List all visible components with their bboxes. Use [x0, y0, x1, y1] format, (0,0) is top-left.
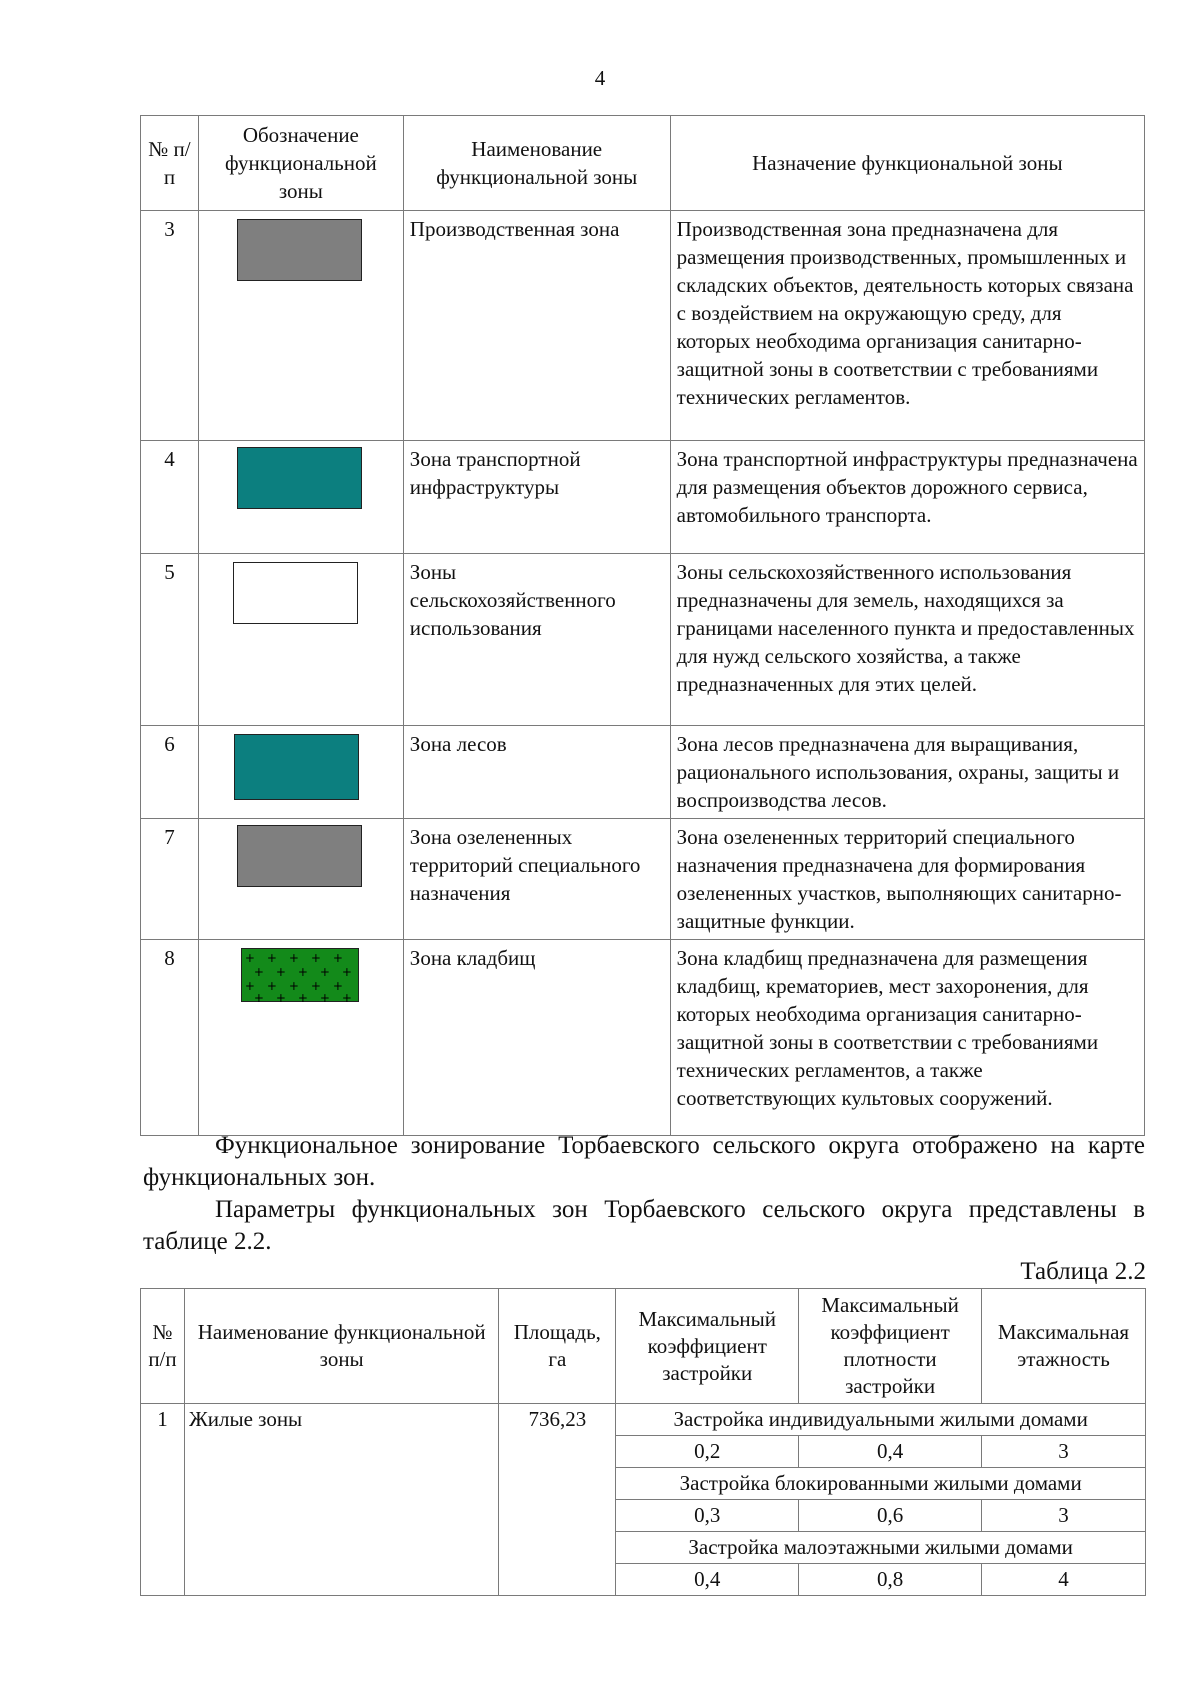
table-row — [141, 726, 1145, 819]
cross-mark-icon: + — [253, 991, 264, 1005]
cross-mark-icon: + — [319, 991, 330, 1005]
table-row — [141, 819, 1145, 940]
cross-mark-icon: + — [310, 979, 321, 993]
cross-mark-icon: + — [253, 965, 264, 979]
coverage-value: 0,4 — [616, 1564, 799, 1596]
cross-mark-icon: + — [244, 979, 255, 993]
header-name: Наименование функциональной зоны — [184, 1289, 498, 1404]
forest-zone-swatch — [234, 734, 359, 800]
cross-mark-icon: + — [266, 951, 277, 965]
production-zone-swatch — [237, 219, 362, 281]
header-num: № п/п — [141, 116, 199, 211]
cross-mark-icon: + — [332, 979, 343, 993]
table-header-row — [141, 1289, 1146, 1404]
header-designation: Обозначение функциональной зоны — [198, 116, 403, 211]
green-areas-zone-swatch — [237, 825, 362, 887]
table-header-row — [141, 116, 1145, 211]
floors-value: 4 — [982, 1564, 1146, 1596]
zone-name: Производственная зона — [403, 211, 670, 441]
agricultural-zone-swatch — [233, 562, 358, 624]
header-max-density: Максимальный коэффициент плотности застройки — [799, 1289, 982, 1404]
coverage-value: 0,2 — [616, 1436, 799, 1468]
transport-zone-swatch — [237, 447, 362, 509]
paragraph-zone-parameters — [143, 1194, 1145, 1258]
header-num: № п/п — [141, 1289, 185, 1404]
table-row — [141, 211, 1145, 441]
cross-mark-icon: + — [288, 979, 299, 993]
zone-purpose: Производственная зона предназначена для размещения производственных, промышленных и складских объектов, деятельность которых связана с воздействием на окружающую среду, для которых необходима организация санитарно-защитной зоны в соответствии с требованиями технических регламентов. — [670, 211, 1144, 441]
zone-purpose: Зона транспортной инфраструктуры предназначена для размещения объектов дорожного сервиса, автомобильного транспорта. — [670, 441, 1144, 554]
cross-mark-icon: + — [341, 991, 352, 1005]
zone-swatch-cell — [198, 819, 403, 940]
paragraph-text: Функциональное зонирование Торбаевского сельского округа отображено на карте функциональных зон. — [143, 1132, 1145, 1191]
floors-value: 3 — [982, 1436, 1146, 1468]
row-num: 4 — [141, 441, 199, 554]
row-num: 5 — [141, 554, 199, 726]
group-title: Застройка блокированными жилыми домами — [616, 1468, 1146, 1500]
page-number: 4 — [594, 66, 606, 90]
cross-mark-icon: + — [297, 991, 308, 1005]
group-title: Застройка малоэтажными жилыми домами — [616, 1532, 1146, 1564]
zone-parameters-table — [140, 1288, 1146, 1596]
row-num: 3 — [141, 211, 199, 441]
cross-mark-icon: + — [275, 991, 286, 1005]
table-row — [141, 441, 1145, 554]
zone-purpose: Зона кладбищ предназначена для размещения кладбищ, крематориев, мест захоронения, для которых необходима организация санитарно-защитной зоны в соответствии с требованиями технических регламентов, а также соответствующих культовых сооружений. — [670, 940, 1144, 1136]
zone-name: Зона лесов — [403, 726, 670, 819]
coverage-value: 0,3 — [616, 1500, 799, 1532]
header-name: Наименование функциональной зоны — [403, 116, 670, 211]
table-caption: Таблица 2.2 — [1020, 1258, 1146, 1285]
cross-mark-icon: + — [319, 965, 330, 979]
table-row — [141, 1404, 1146, 1436]
table-row — [141, 940, 1145, 1136]
floors-value: 3 — [982, 1500, 1146, 1532]
cross-mark-icon: + — [310, 951, 321, 965]
cross-mark-icon: + — [341, 965, 352, 979]
cross-mark-icon: + — [288, 951, 299, 965]
zone-purpose: Зоны сельскохозяйственного использования предназначены для земель, находящихся за границами населенного пункта и предоставленных для нужд сельского хозяйства, а также предназначенных для этих целей. — [670, 554, 1144, 726]
header-max-floors: Максимальная этажность — [982, 1289, 1146, 1404]
density-value: 0,6 — [799, 1500, 982, 1532]
table-row — [141, 554, 1145, 726]
cross-mark-icon: + — [244, 951, 255, 965]
cross-mark-icon: + — [332, 951, 343, 965]
cross-mark-icon: + — [275, 965, 286, 979]
zone-name: Зоны сельскохозяйственного использования — [403, 554, 670, 726]
zone-swatch-cell — [198, 211, 403, 441]
cross-mark-icon: + — [266, 979, 277, 993]
zone-swatch-cell — [198, 554, 403, 726]
zone-purpose: Зона озелененных территорий специального назначения предназначена для формирования озелененных участков, выполняющих санитарно-защитные функции. — [670, 819, 1144, 940]
header-max-coverage: Максимальный коэффициент застройки — [616, 1289, 799, 1404]
density-value: 0,4 — [799, 1436, 982, 1468]
row-num: 7 — [141, 819, 199, 940]
cemetery-zone-swatch — [241, 948, 359, 1005]
zone-name: Зона озелененных территорий специального назначения — [403, 819, 670, 940]
density-value: 0,8 — [799, 1564, 982, 1596]
row-num: 6 — [141, 726, 199, 819]
paragraph-functional-zoning — [143, 1130, 1145, 1194]
zone-area: 736,23 — [499, 1404, 616, 1596]
cross-mark-icon: + — [297, 965, 308, 979]
header-purpose: Назначение функциональной зоны — [670, 116, 1144, 211]
row-num: 8 — [141, 940, 199, 1136]
paragraph-text: Параметры функциональных зон Торбаевского сельского округа представлены в таблице 2.2. — [143, 1196, 1145, 1255]
zone-purpose: Зона лесов предназначена для выращивания, рационального использования, охраны, защиты и воспроизводства лесов. — [670, 726, 1144, 819]
zone-name: Зона кладбищ — [403, 940, 670, 1136]
zone-swatch-cell — [198, 726, 403, 819]
group-title: Застройка индивидуальными жилыми домами — [616, 1404, 1146, 1436]
header-area: Площадь, га — [499, 1289, 616, 1404]
row-num: 1 — [141, 1404, 185, 1596]
zone-name: Зона транспортной инфраструктуры — [403, 441, 670, 554]
zone-name: Жилые зоны — [184, 1404, 498, 1596]
functional-zones-table — [140, 115, 1145, 1136]
zone-swatch-cell — [198, 940, 403, 1136]
zone-swatch-cell — [198, 441, 403, 554]
